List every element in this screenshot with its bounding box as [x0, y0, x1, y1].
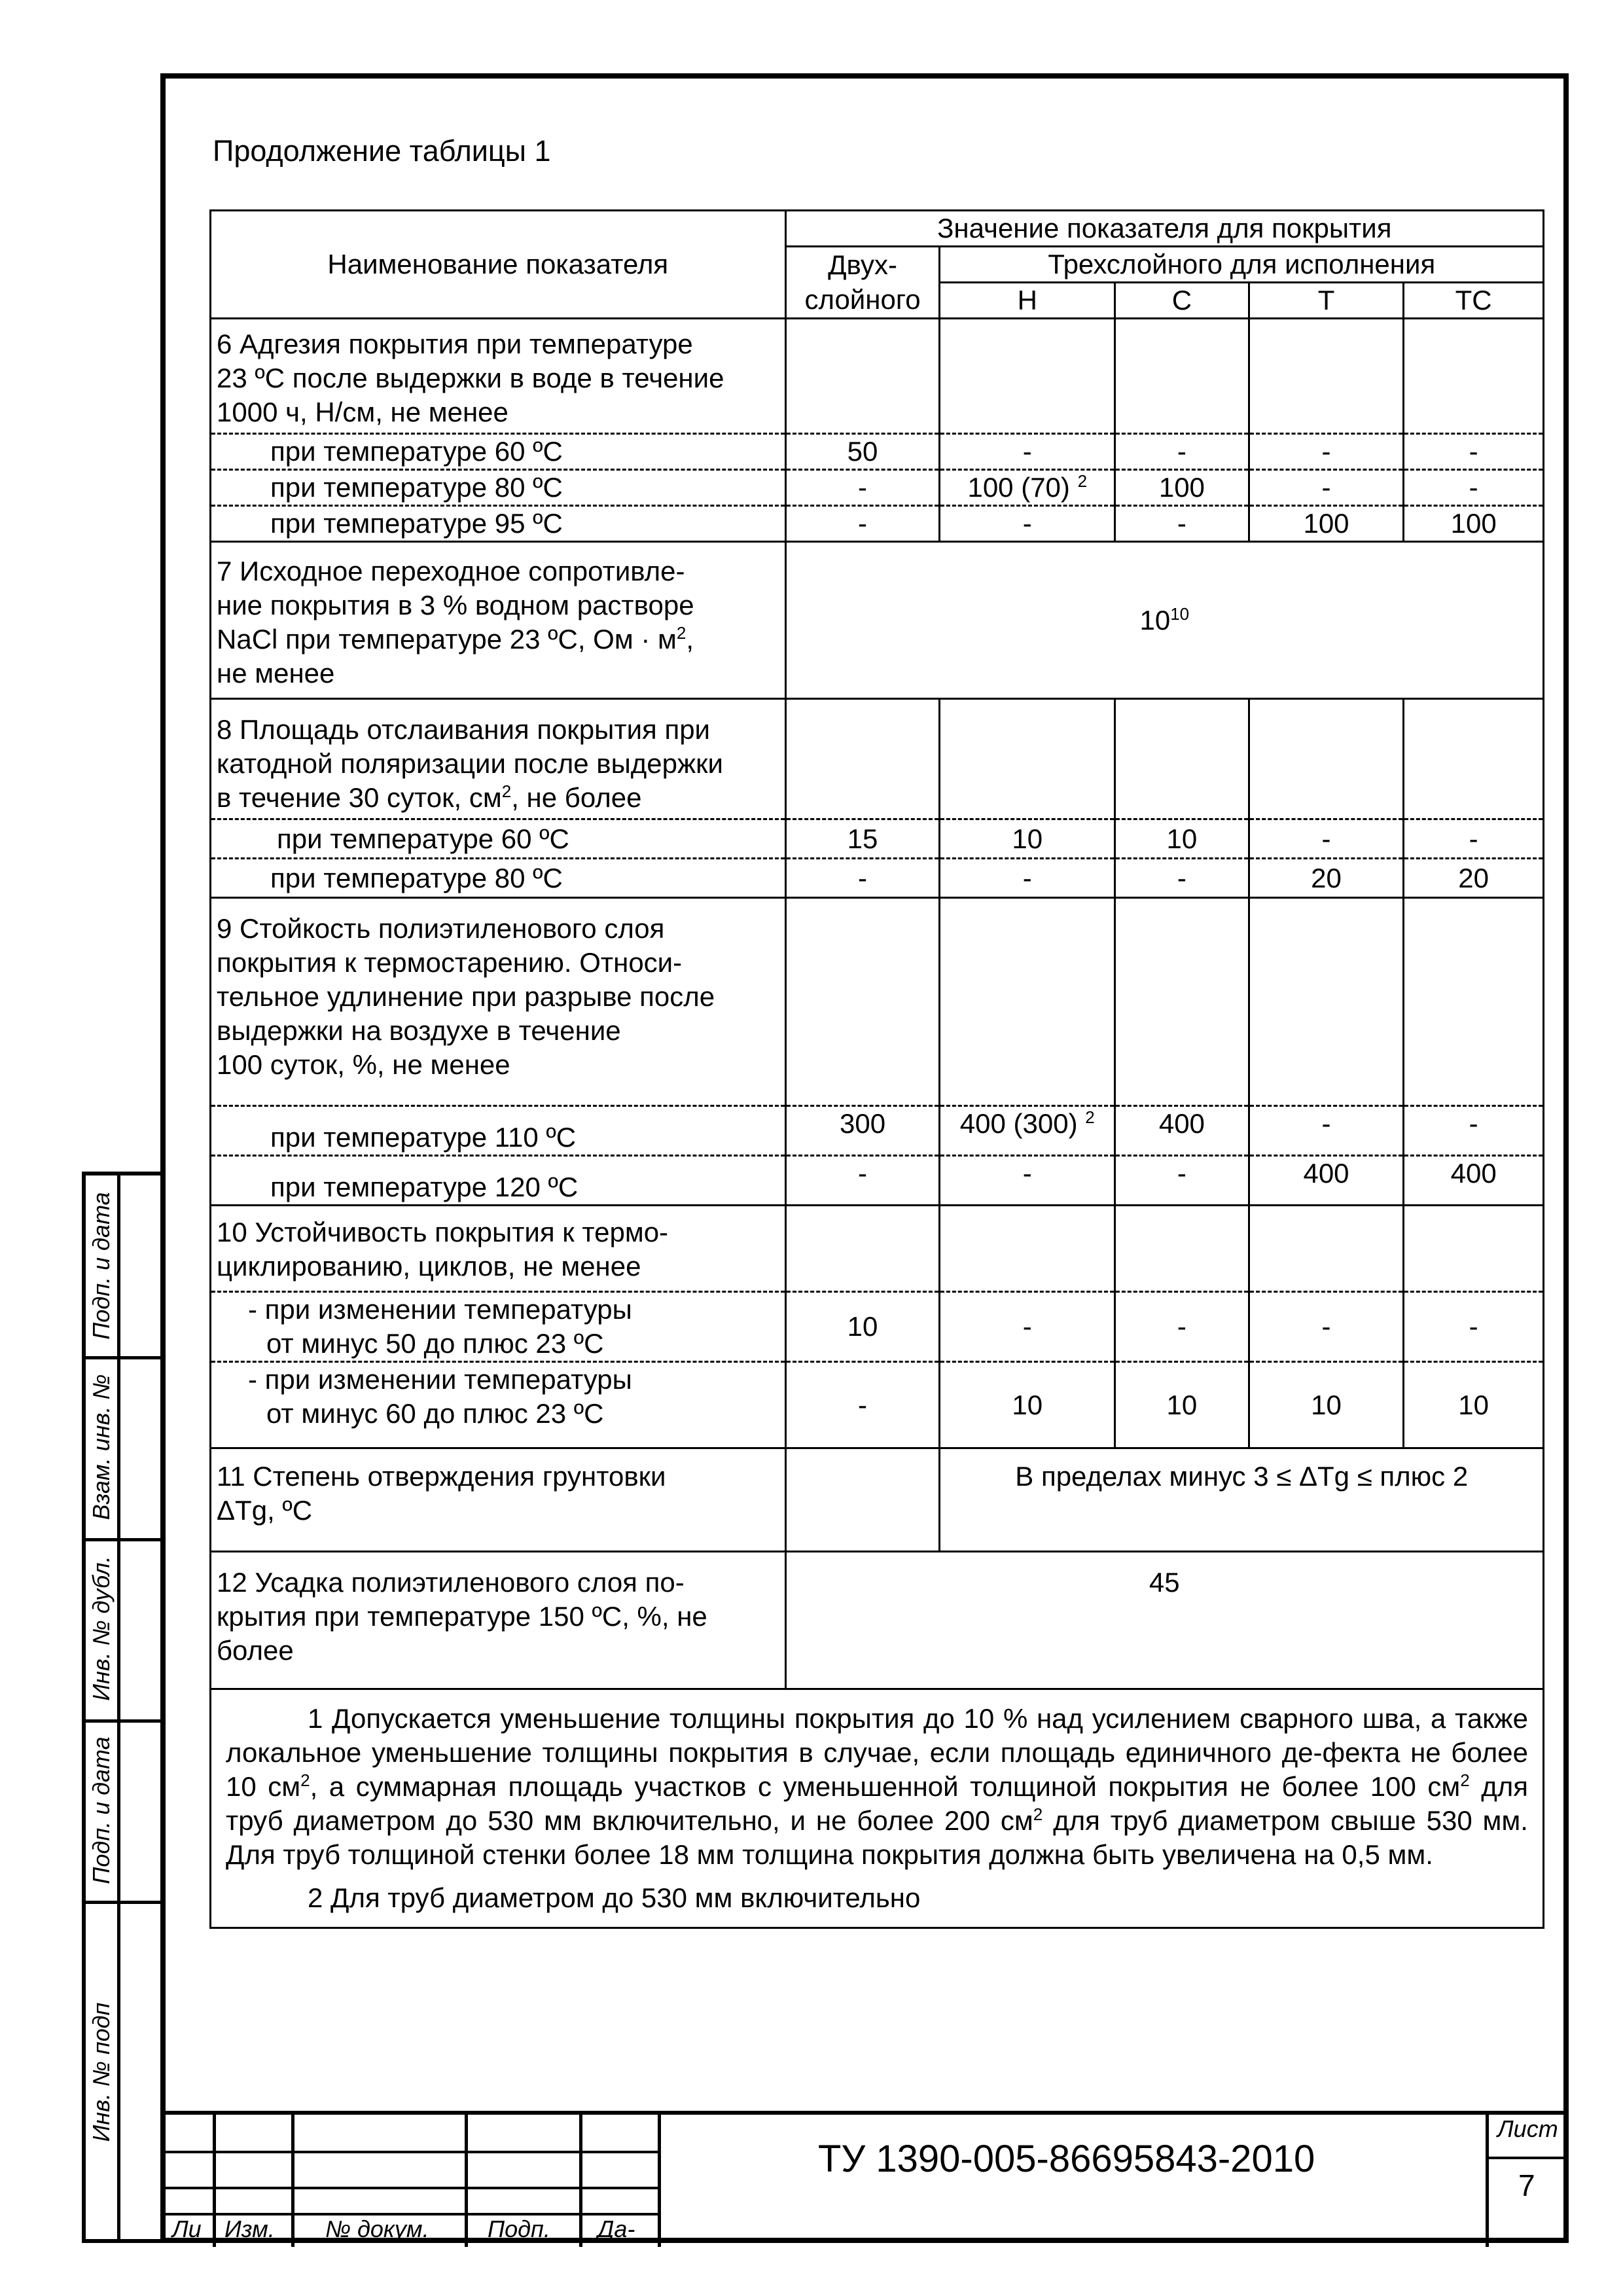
note-1: 1 Допускается уменьшение толщины покрытия до 10 % над усилением сварного шва, а также локальное уменьшение толщины покрытия в случае, если площадь единичного де-фекта не более 10 $см^2$, а суммарная площадь участков с уменьшенной толщиной покрытия не более 100 $см^2$ для труб диаметром до 530 мм включительно, и не более 200 $см^2$ для труб диаметром свыше 530 мм. Для труб толщиной стенки более 18 мм толщина покрытия должна быть увеличена на 0,5 мм. [226, 1703, 1528, 1870]
row11-value: В пределах минус 3 ≤ ΔTg ≤ плюс 2 [940, 1448, 1544, 1552]
table-cell: - [940, 1292, 1115, 1362]
side-label-orig-inv: Инв. № подп [88, 2002, 115, 2142]
table-cell: 100 (70) $^2$ [940, 470, 1115, 506]
table-cell: - [1249, 819, 1404, 859]
specification-table [209, 209, 1544, 1929]
table-cell: - [940, 1156, 1115, 1206]
row10-sub2-label: - при изменении температуры от минус 60 до плюс 23 ºС [211, 1362, 786, 1448]
table-cell: - [1404, 434, 1544, 470]
table-cell: - [1404, 1106, 1544, 1156]
table-cell: - [1249, 1106, 1404, 1156]
table-cell: 300 [785, 1106, 940, 1156]
header-col-n: Н [940, 283, 1115, 319]
continuation-title: Продолжение таблицы 1 [213, 134, 551, 168]
table-cell: 400 [1249, 1156, 1404, 1206]
table-cell: - [1249, 434, 1404, 470]
header-name: Наименование показателя [211, 211, 786, 319]
side-label-sign-date-2: Подп. и дата [88, 1736, 115, 1884]
document-code: ТУ 1390-005-86695843-2010 [818, 2138, 1315, 2180]
header-value-group: Значение показателя для покрытия [785, 211, 1543, 247]
header-two-layer-1: Двух- [785, 247, 940, 283]
table-cell: - [785, 1156, 940, 1206]
row6-sub1-label: при температуре 60 ºС [211, 434, 786, 470]
table-cell: - [785, 1362, 940, 1448]
table-cell: - [1404, 470, 1544, 506]
row8-title: 8 Площадь отслаивания покрытия при катодной поляризации после выдержки в течение 30 суток, $см^2$, не более [211, 699, 786, 819]
table-cell: - [1115, 859, 1249, 898]
table-cell: 50 [785, 434, 940, 470]
row7-value: $10^{10}$ [785, 542, 1543, 699]
stamp-col-sign: Подп. [488, 2215, 550, 2242]
row8-sub1-label: при температуре 60 ºС [211, 819, 786, 859]
table-cell: 10 [785, 1292, 940, 1362]
header-two-layer-2: слойного [785, 283, 940, 319]
header-col-c: С [1115, 283, 1249, 319]
table-cell: 10 [940, 1362, 1115, 1448]
side-strip [82, 1172, 160, 2243]
table-notes [211, 1689, 1544, 1928]
table-cell: 100 [1249, 506, 1404, 542]
table-cell: 15 [785, 819, 940, 859]
stamp-col-date: Да- [597, 2215, 635, 2242]
table-cell: 20 [1249, 859, 1404, 898]
stamp-col-doc: № докум. [325, 2215, 429, 2242]
table-cell: - [1115, 1156, 1249, 1206]
table-cell: - [1404, 819, 1544, 859]
table-cell: 10 [1249, 1362, 1404, 1448]
table-cell: - [785, 470, 940, 506]
sheet-label: Лист [1497, 2115, 1558, 2142]
row10-sub1-label: - при изменении температуры от минус 50 до плюс 23 ºС [211, 1292, 786, 1362]
table-cell: - [1115, 1292, 1249, 1362]
header-three-layer: Трехслойного для исполнения [940, 247, 1544, 283]
table-cell: - [940, 506, 1115, 542]
table-cell: 400 [1115, 1106, 1249, 1156]
side-label-dup-inv: Инв. № дубл. [88, 1556, 115, 1701]
row10-title: 10 Устойчивость покрытия к термо- циклированию, циклов, не менее [211, 1206, 786, 1292]
table-cell: - [785, 506, 940, 542]
header-col-tc: ТС [1404, 283, 1544, 319]
table-cell: - [1404, 1292, 1544, 1362]
row6-sub3-label: при температуре 95 ºС [211, 506, 786, 542]
row9-title: 9 Стойкость полиэтиленового слоя покрытия к термостарению. Относи- тельное удлинение при разрыве после выдержки на воздухе в течение 100 суток, %, не менее [211, 898, 786, 1106]
row7-title: 7 Исходное переходное сопротивле- ние покрытия в 3 % водном растворе NaCl при температуре 23 ºС, Ом · $м^2$, не менее [211, 542, 786, 699]
stamp-col-li: Ли [172, 2215, 202, 2242]
table-cell: 100 [1404, 506, 1544, 542]
table-cell: - [1249, 1292, 1404, 1362]
side-label-replace-inv: Взам. инв. № [88, 1374, 115, 1520]
table-cell: 400 [1404, 1156, 1544, 1206]
table-cell: 10 [1115, 1362, 1249, 1448]
table-cell: - [1115, 434, 1249, 470]
table-cell: 20 [1404, 859, 1544, 898]
note-2: 2 Для труб диаметром до 530 мм включительно [308, 1882, 921, 1913]
table-cell: 100 [1115, 470, 1249, 506]
table-cell: 10 [1115, 819, 1249, 859]
row8-sub2-label: при температуре 80 ºС [211, 859, 786, 898]
header-col-t: Т [1249, 283, 1404, 319]
row9-sub2-label: при температуре 120 ºС [211, 1156, 786, 1206]
side-label-sign-date-1: Подп. и дата [88, 1192, 115, 1340]
row12-title: 12 Усадка полиэтиленового слоя по- крытия при температуре 150 ºС, %, не более [211, 1552, 786, 1689]
table-cell: - [940, 859, 1115, 898]
row6-title: 6 Адгезия покрытия при температуре 23 ºС после выдержки в воде в течение 1000 ч, Н/см, не менее [211, 319, 786, 434]
row6-sub2-label: при температуре 80 ºС [211, 470, 786, 506]
table-cell: - [1249, 470, 1404, 506]
row12-value: 45 [785, 1552, 1543, 1689]
table-cell: 10 [1404, 1362, 1544, 1448]
table-cell: 400 (300) $^2$ [940, 1106, 1115, 1156]
table-cell: - [940, 434, 1115, 470]
table-cell: - [785, 859, 940, 898]
sheet-number: 7 [1518, 2168, 1535, 2202]
stamp-col-izm: Изм. [224, 2215, 275, 2242]
row11-title: 11 Степень отверждения грунтовки ΔTg, ºС [211, 1448, 786, 1552]
table-cell: - [1115, 506, 1249, 542]
table-cell: 10 [940, 819, 1115, 859]
row9-sub1-label: при температуре 110 ºС [211, 1106, 786, 1156]
